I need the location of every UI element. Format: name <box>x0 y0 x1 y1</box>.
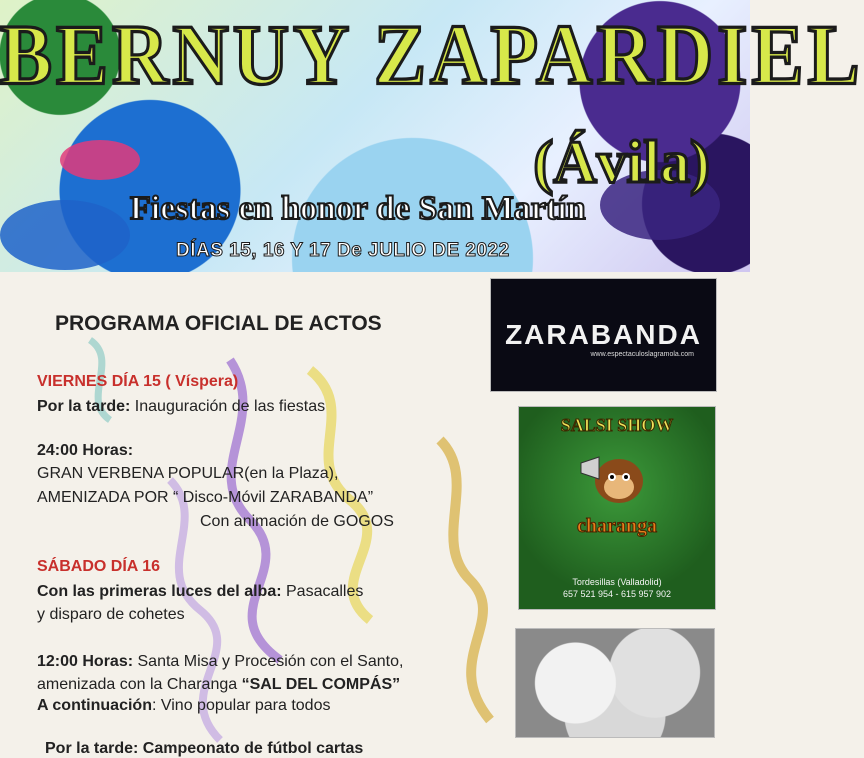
sabado-misa-2a: amenizada con la Charanga <box>37 676 242 693</box>
sabado-alba-text: Pasacalles <box>281 583 364 600</box>
viernes-tarde-text: Inauguración de las fiestas <box>130 398 326 415</box>
megaphone-icon <box>579 453 619 483</box>
sabado-alba-2: y disparo de cohetes <box>37 606 185 623</box>
sabado-misa-2b: “SAL DEL COMPÁS” <box>241 676 401 693</box>
poster-banner <box>0 0 864 272</box>
program-title: PROGRAMA OFICIAL DE ACTOS <box>55 312 382 335</box>
viernes-tarde <box>37 398 325 416</box>
paint-splash <box>60 140 140 180</box>
salsi-show-ad <box>518 406 716 610</box>
viernes-heading: VIERNES DÍA 15 ( Víspera) <box>37 373 239 390</box>
streamer-gold <box>440 440 490 720</box>
zarabanda-url: www.espectaculoslagramola.com <box>590 351 694 358</box>
viernes-tarde-label: Por la tarde: <box>37 398 131 415</box>
sabado-misa <box>37 653 403 671</box>
zarabanda-ad <box>490 278 717 392</box>
salsi-charanga: charanga <box>577 515 657 537</box>
poster-fiestas: Fiestas en honor de San Martín <box>130 190 586 227</box>
poster-place: (Ávila) <box>533 129 710 195</box>
salsi-phone: 657 521 954 - 615 957 902 <box>562 589 672 599</box>
paint-splash <box>0 200 130 270</box>
zarabanda-name: ZARABANDA <box>505 319 702 350</box>
sabado-misa-text: Santa Misa y Procesión con el Santo, <box>133 653 404 670</box>
sabado-heading: SÁBADO DÍA 16 <box>37 558 160 575</box>
verbena-line-2: AMENIZADA POR “ Disco-Móvil ZARABANDA” <box>37 489 374 506</box>
foam-party-photo <box>515 628 715 738</box>
sabado-alba-label: Con las primeras luces del alba: <box>37 583 282 600</box>
sabado-alba <box>37 583 363 601</box>
sabado-cont-label: A continuación <box>37 697 152 714</box>
sabado-misa-2 <box>37 676 400 694</box>
sabado-tarde-partial: Por la tarde: Campeonato de fútbol cartas <box>45 740 364 757</box>
verbena-line-1: GRAN VERBENA POPULAR(en la Plaza), <box>37 465 339 482</box>
sabado-cont-text: : Vino popular para todos <box>151 697 331 714</box>
sabado-misa-label: 12:00 Horas: <box>37 653 134 670</box>
verbena-line-3: Con animación de GOGOS <box>200 513 394 530</box>
poster-title: BERNUY ZAPARDIEL <box>0 6 864 103</box>
salsi-title: SALSI SHOW <box>560 415 674 435</box>
poster-dates: DÍAS 15, 16 Y 17 De JULIO DE 2022 <box>176 240 510 261</box>
sabado-continuacion <box>37 697 330 715</box>
viernes-hora: 24:00 Horas: <box>37 442 134 459</box>
salsi-location: Tordesillas (Valladolid) <box>572 577 662 587</box>
